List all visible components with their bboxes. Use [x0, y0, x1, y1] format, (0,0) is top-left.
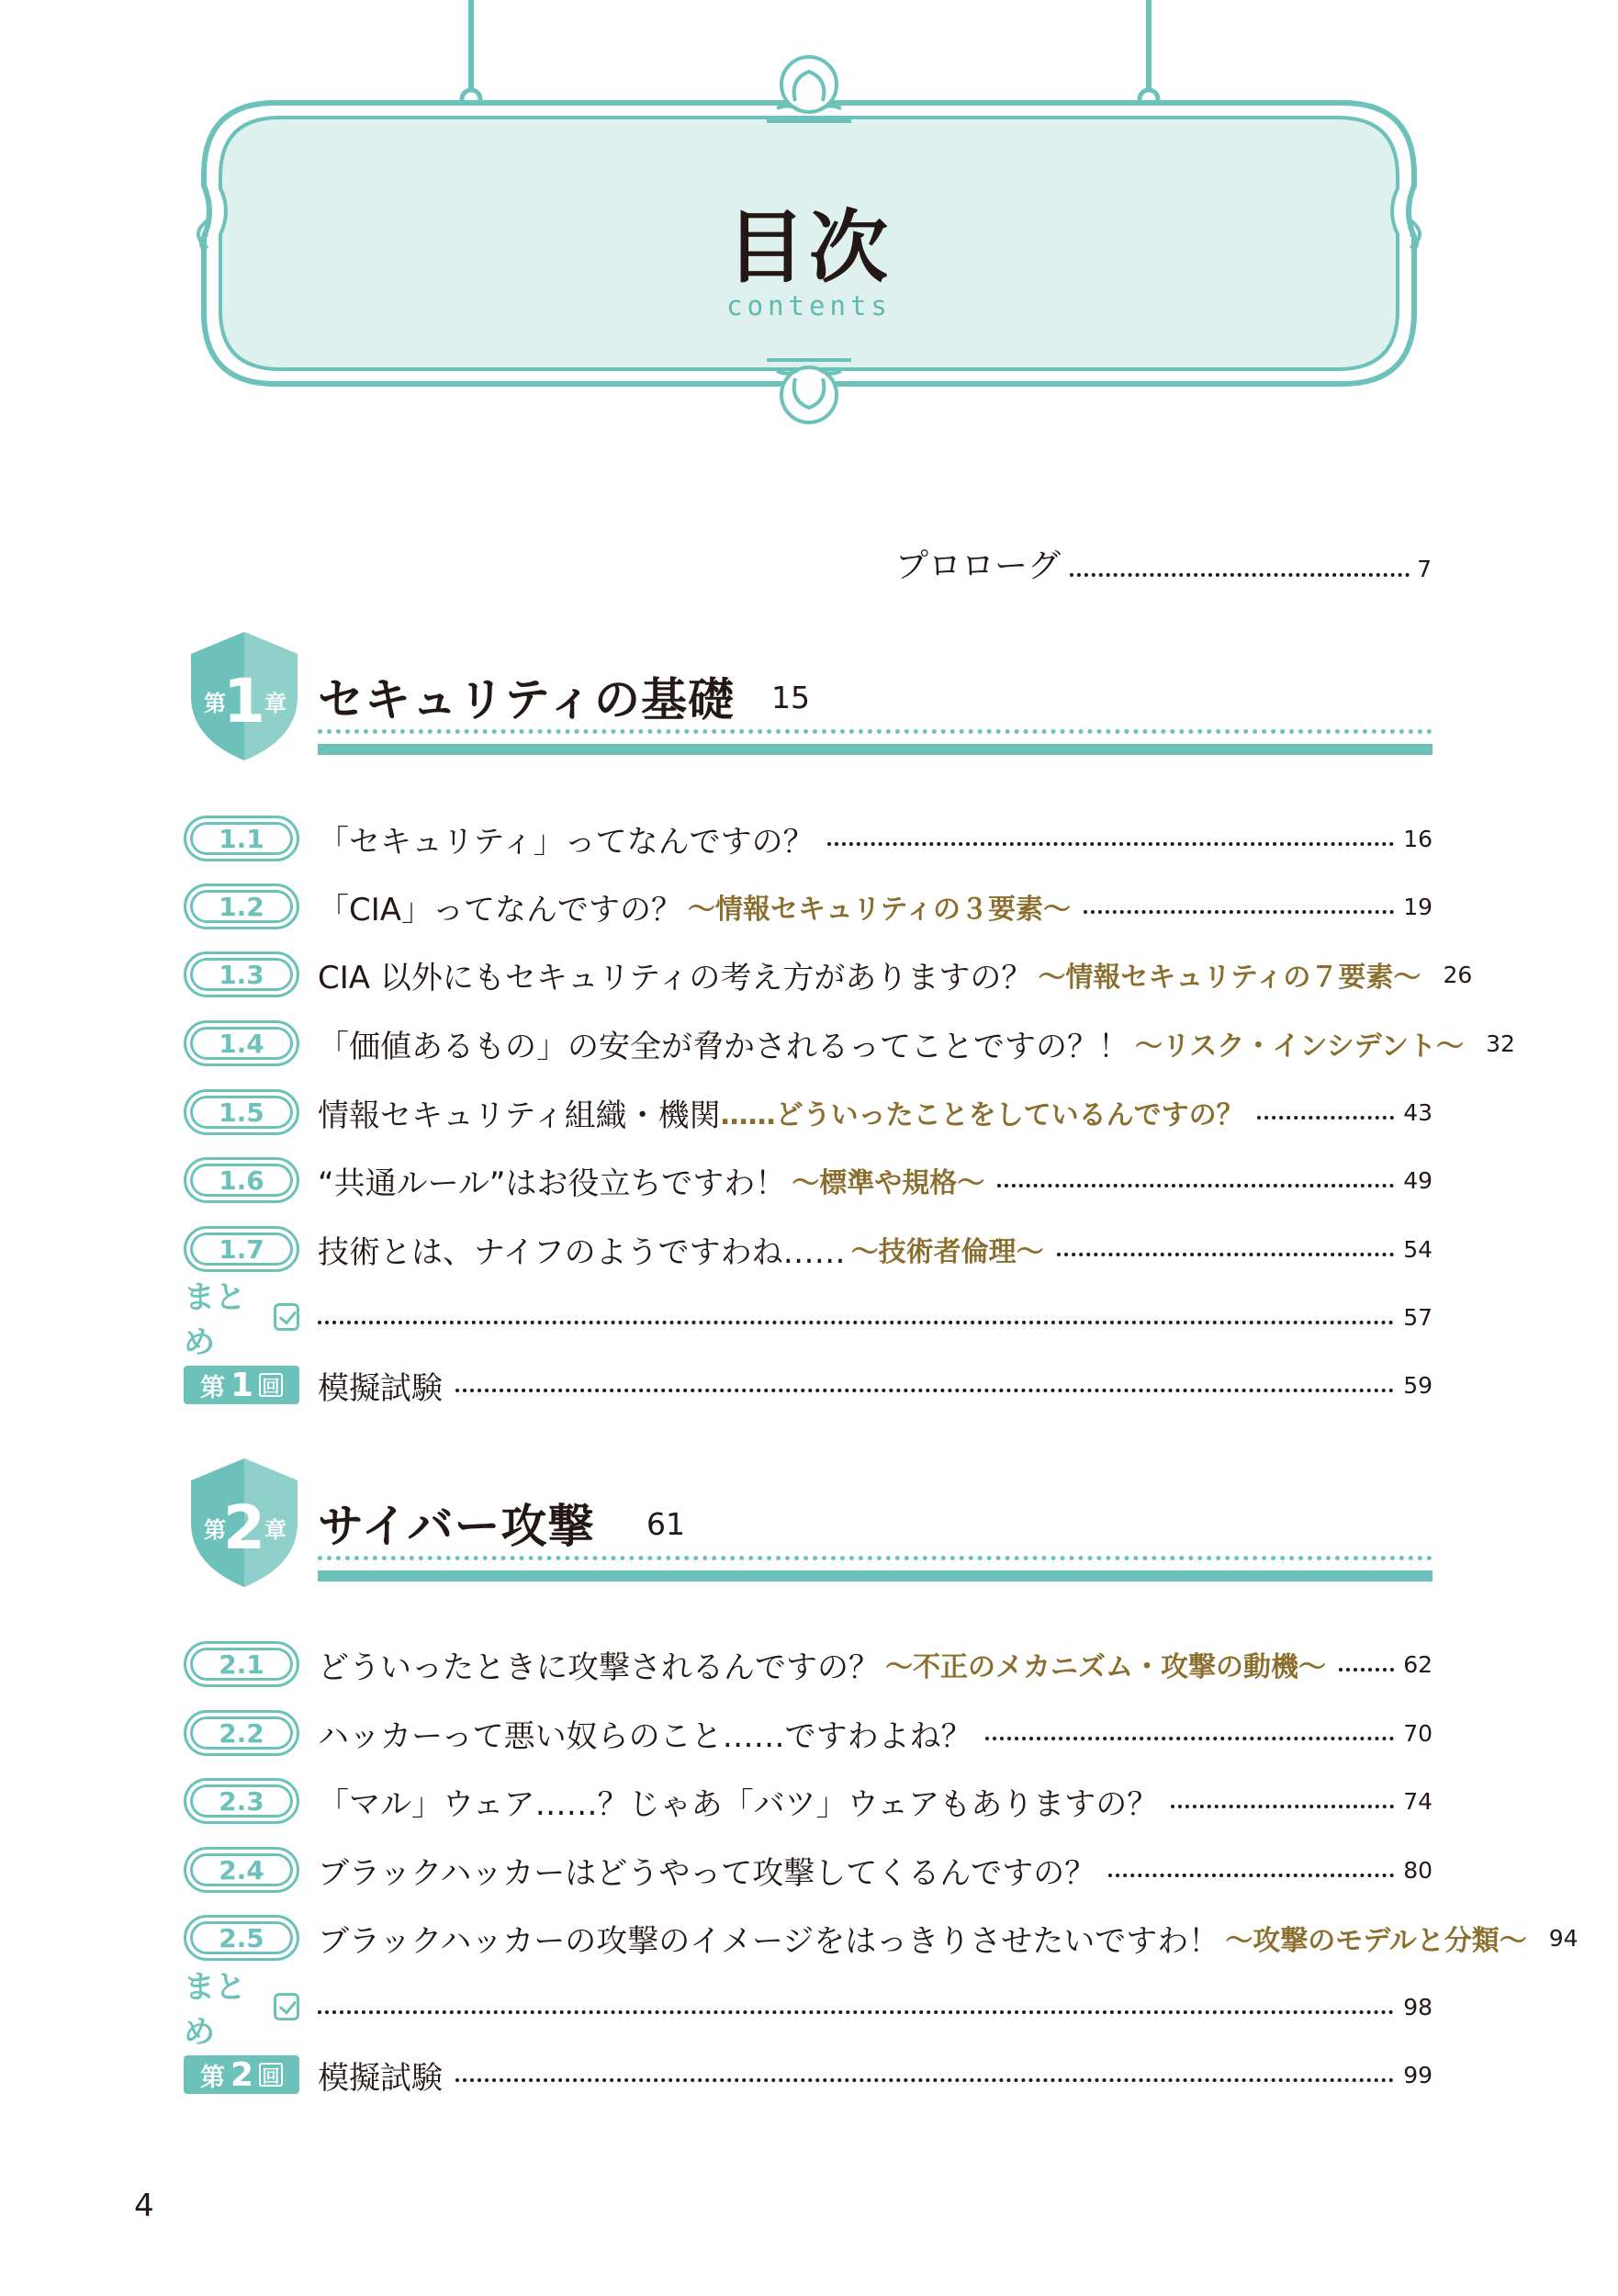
section-badge: 2.2: [184, 1710, 299, 1756]
checkbox-icon: [274, 1303, 299, 1331]
prologue-label: プロローグ: [895, 547, 1062, 585]
chapter-1-heading[interactable]: [184, 626, 1433, 764]
exam-badge-post: 回: [259, 2063, 283, 2087]
dot-leader: [455, 1389, 1394, 1392]
entry-title: 技術とは、ナイフのようですわね……: [318, 1233, 846, 1271]
entry-title: 「セキュリティ」ってなんですの？: [318, 823, 815, 861]
toc-entry[interactable]: [184, 1773, 1433, 1829]
entry-title: ブラックハッカーの攻撃のイメージをはっきりさせたいですわ！: [318, 1922, 1220, 1960]
toc-entry[interactable]: [184, 811, 1433, 866]
summary-label-box: [184, 1962, 299, 2052]
entry-page: 80: [1403, 1856, 1433, 1884]
section-badge: 2.3: [184, 1778, 299, 1824]
dot-leader: [1084, 910, 1394, 914]
toc-entry[interactable]: [184, 947, 1473, 1002]
entry-title: ブラックハッカーはどうやって攻撃してくるんですの？: [318, 1854, 1096, 1892]
entry-title: 「価値あるもの」の安全が脅かされるってことですの？！: [318, 1028, 1129, 1065]
entry-subtitle: ～攻撃のモデルと分類～: [1225, 1925, 1527, 1957]
entry-page: 32: [1486, 1030, 1515, 1057]
section-badge: 2.5: [184, 1915, 299, 1961]
entry-title: 「CIA」ってなんですの？: [318, 891, 683, 929]
page-title: 目次: [726, 202, 892, 294]
summary-label: まとめ: [184, 1969, 246, 2051]
section-badge: 1.6: [184, 1157, 299, 1203]
entry-page: 16: [1403, 825, 1433, 852]
chapter-dotted-rule: [318, 1556, 1433, 1560]
chapter-solid-rule: [318, 744, 1433, 755]
section-badge: 1.2: [184, 884, 299, 929]
section-badge: 1.5: [184, 1089, 299, 1135]
entry-page: 98: [1403, 1993, 1433, 2020]
shield-number: 2: [223, 1492, 265, 1563]
entry-page: 74: [1403, 1787, 1433, 1815]
toc-entry[interactable]: [184, 1637, 1433, 1692]
shield-pre: 第: [204, 691, 226, 716]
shield-post: 章: [264, 1517, 287, 1543]
entry-page: 57: [1403, 1303, 1433, 1331]
entry-title: 模擬試験: [318, 1369, 443, 1407]
dot-leader: [455, 2078, 1394, 2082]
section-badge: 1.7: [184, 1226, 299, 1272]
exam-badge-pre: 第: [199, 2063, 225, 2092]
toc-entry[interactable]: [184, 1016, 1515, 1071]
dot-leader: [1057, 1253, 1395, 1256]
dot-leader: [985, 1737, 1395, 1740]
toc-entry[interactable]: [184, 879, 1433, 934]
exam-entry[interactable]: [184, 1357, 1433, 1412]
prologue-page: 7: [1417, 556, 1432, 582]
entry-page: 43: [1403, 1098, 1433, 1126]
dot-leader: [1339, 1668, 1394, 1671]
exam-badge: [184, 1366, 299, 1404]
entry-title: どういったときに攻撃されるんですの？: [318, 1649, 880, 1686]
page-subtitle: contents: [726, 290, 892, 321]
section-badge: 1.3: [184, 951, 299, 997]
entry-title: CIA 以外にもセキュリティの考え方がありますの？: [318, 959, 1033, 996]
toc-entry[interactable]: [184, 1153, 1433, 1208]
toc-entry[interactable]: [184, 1910, 1579, 1965]
chapter-title: サイバー攻撃: [318, 1500, 595, 1553]
shield-post: 章: [264, 691, 287, 716]
exam-entry[interactable]: [184, 2047, 1433, 2102]
entry-page: 99: [1403, 2061, 1433, 2088]
checkbox-icon: [274, 1993, 299, 2020]
shield-pre: 第: [204, 1517, 226, 1543]
entry-subtitle: ～不正のメカニズム・攻撃の動機～: [885, 1651, 1326, 1683]
dot-leader: [318, 2010, 1394, 2014]
exam-badge-number: 2: [230, 2055, 254, 2094]
section-badge: 2.1: [184, 1641, 299, 1687]
chapter-shield-icon: [184, 626, 305, 764]
chapter-solid-rule: [318, 1570, 1433, 1581]
chapter-dotted-rule: [318, 729, 1433, 734]
entry-subtitle: ……どういったことをしているんですの？: [720, 1099, 1244, 1131]
entry-page: 59: [1403, 1371, 1433, 1399]
exam-badge: [184, 2055, 299, 2094]
entry-title: 「マル」ウェア……？じゃあ「バツ」ウェアもありますの？: [318, 1785, 1159, 1823]
entry-subtitle: ～標準や規格～: [792, 1167, 985, 1199]
chapter-page: 15: [771, 680, 810, 715]
exam-badge-post: 回: [259, 1373, 283, 1397]
entry-title: 情報セキュリティ組織・機関: [318, 1097, 721, 1134]
entry-subtitle: ～情報セキュリティの７要素～: [1038, 962, 1421, 994]
dot-leader: [1257, 1116, 1395, 1120]
entry-page: 54: [1403, 1235, 1433, 1263]
toc-entry[interactable]: [184, 1221, 1433, 1277]
chapter-page: 61: [646, 1506, 685, 1542]
chapter-2-heading[interactable]: [184, 1453, 1433, 1591]
dot-leader: [1108, 1874, 1394, 1877]
chapter-title: セキュリティの基礎: [318, 673, 735, 726]
dot-leader: [318, 1321, 1394, 1324]
dot-leader: [827, 842, 1395, 846]
summary-label: まとめ: [184, 1279, 246, 1361]
entry-subtitle: ～リスク・インシデント～: [1135, 1030, 1465, 1063]
section-badge: 1.4: [184, 1020, 299, 1066]
prologue-entry[interactable]: [895, 540, 1432, 587]
entry-page: 94: [1548, 1924, 1579, 1952]
toc-entry[interactable]: [184, 1842, 1433, 1897]
section-badge: 2.4: [184, 1847, 299, 1893]
toc-entry[interactable]: [184, 1085, 1433, 1140]
entry-page: 26: [1443, 961, 1473, 988]
entry-title: “共通ルール”はお役立ちですわ！: [318, 1165, 787, 1202]
shield-number: 1: [223, 666, 265, 737]
dot-leader: [1171, 1805, 1394, 1808]
entry-subtitle: ～技術者倫理～: [850, 1236, 1044, 1268]
entry-page: 62: [1403, 1650, 1433, 1678]
summary-label-box: [184, 1272, 299, 1362]
entry-subtitle: ～情報セキュリティの３要素～: [688, 894, 1072, 926]
chapter-shield-icon: [184, 1453, 305, 1591]
entry-page: 19: [1403, 893, 1433, 920]
dot-leader: [1070, 573, 1410, 577]
toc-entry[interactable]: [184, 1705, 1433, 1761]
entry-title: ハッカーって悪い奴らのこと……ですわよね？: [318, 1717, 972, 1755]
exam-badge-pre: 第: [199, 1373, 225, 1402]
exam-badge-number: 1: [230, 1366, 254, 1404]
entry-page: 49: [1403, 1166, 1433, 1194]
entry-page: 70: [1403, 1719, 1433, 1747]
summary-entry[interactable]: [184, 1969, 1433, 2051]
page-number: 4: [134, 2188, 154, 2224]
summary-entry[interactable]: [184, 1279, 1433, 1361]
entry-title: 模擬試験: [318, 2059, 443, 2097]
dot-leader: [997, 1184, 1394, 1187]
section-badge: 1.1: [184, 816, 299, 861]
